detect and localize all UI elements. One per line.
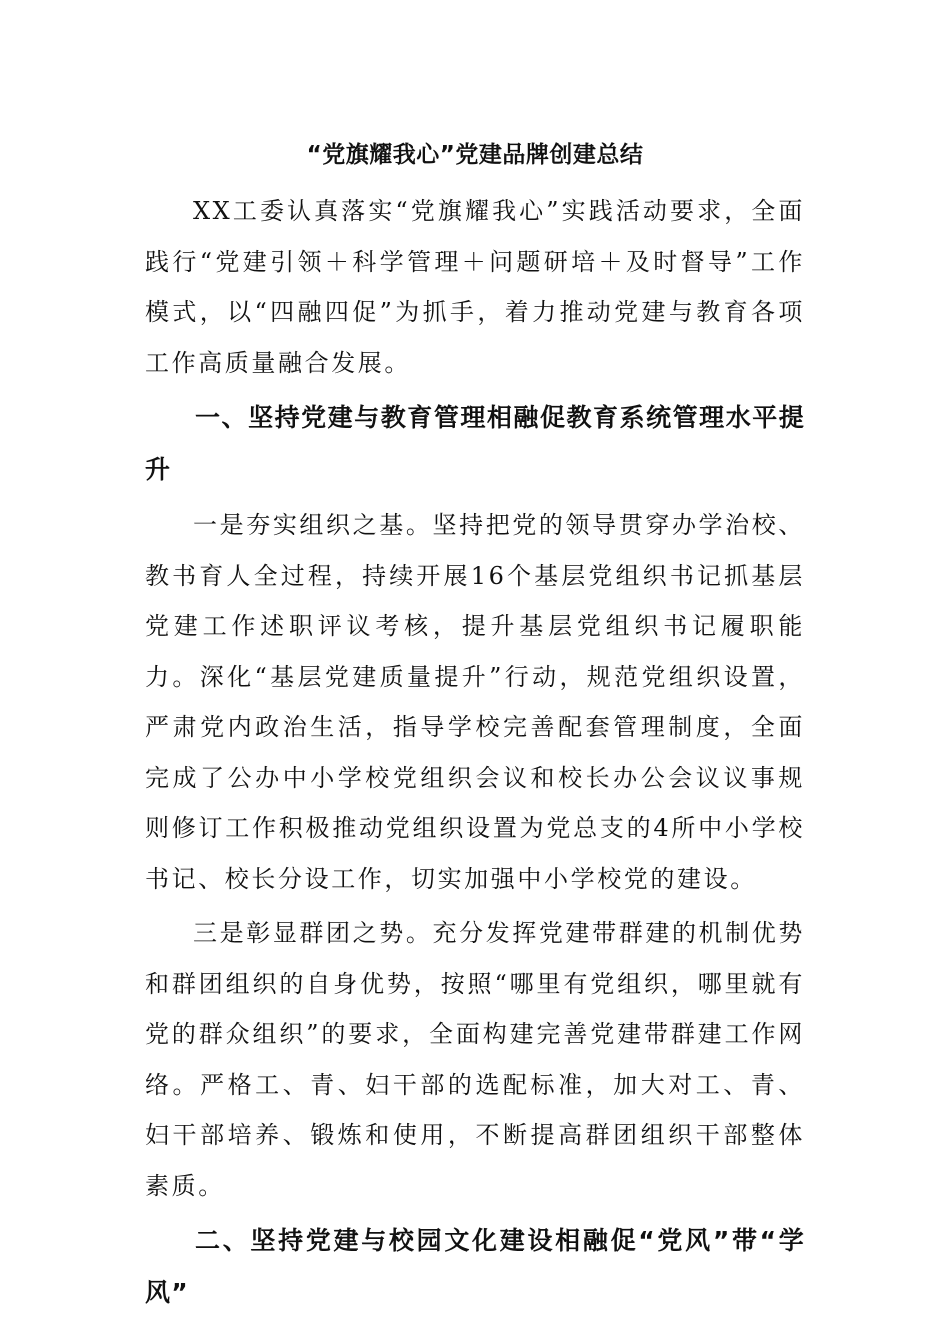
section-heading-2: 二、坚持党建与校园文化建设相融促“党风”带“学风” xyxy=(145,1226,805,1307)
document-body xyxy=(145,130,805,1323)
intro-paragraph: XX工委认真落实“党旗耀我心”实践活动要求，全面践行“党建引领＋科学管理＋问题研培＋及时督导”工作模式，以“四融四促”为抓手，着力推动党建与教育各项工作高质量融合发展。 xyxy=(145,197,805,377)
section1-paragraph-1: 一是夯实组织之基。坚持把党的领导贯穿办学治校、教书育人全过程，持续开展16个基层党组织书记抓基层党建工作述职评议考核，提升基层党组织书记履职能力。深化“基层党建质量提升”行动，规范党组织设置，严肃党内政治生活，指导学校完善配套管理制度，全面完成了公办中小学校党组织会议和校长办公会议议事规则修订工作积极推动党组织设置为党总支的4所中小学校书记、校长分设工作，切实加强中小学校党的建设。 xyxy=(145,511,805,893)
section-heading-1: 一、坚持党建与教育管理相融促教育系统管理水平提升 xyxy=(145,403,805,484)
document-title: “党旗耀我心”党建品牌创建总结 xyxy=(306,142,644,168)
section1-paragraph-2: 三是彰显群团之势。充分发挥党建带群建的机制优势和群团组织的自身优势，按照“哪里有党组织，哪里就有党的群众组织”的要求，全面构建完善党建带群建工作网络。严格工、青、妇干部的选配标准，加大对工、青、妇干部培养、锻炼和使用，不断提高群团组织干部整体素质。 xyxy=(145,919,805,1200)
